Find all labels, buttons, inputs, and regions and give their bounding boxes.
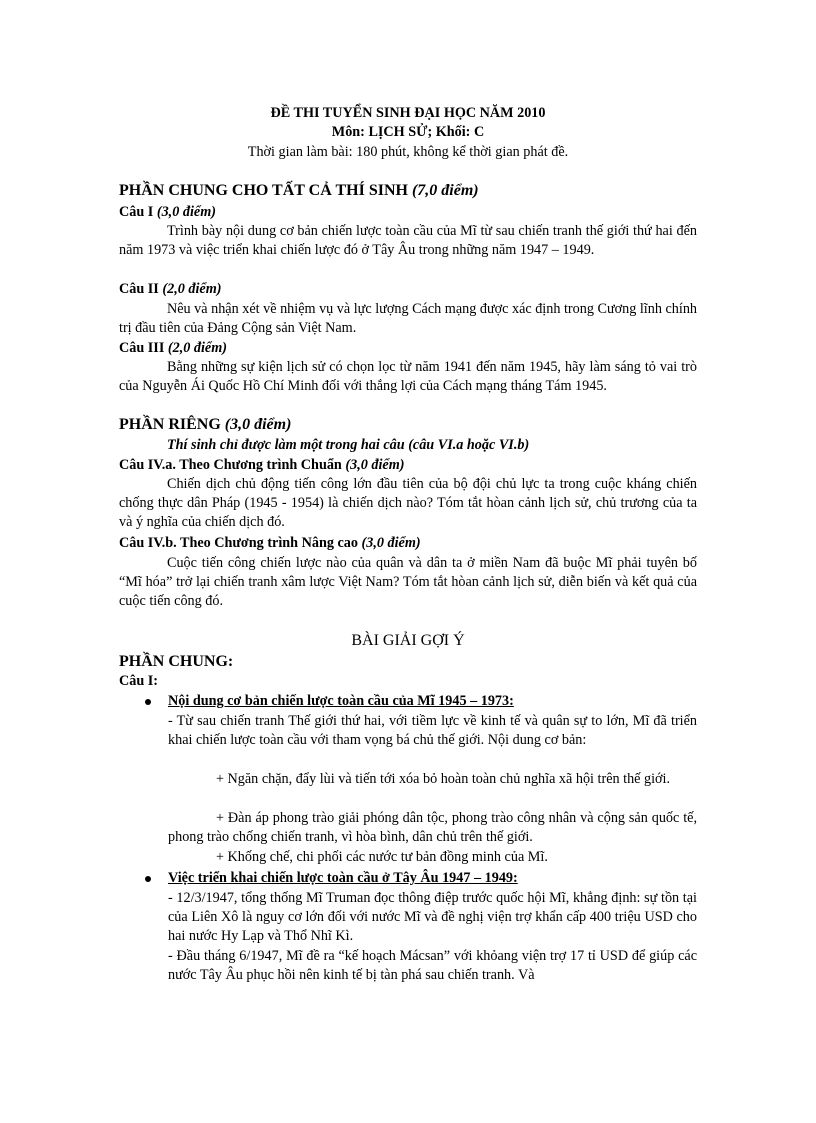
q4b-heading: Câu IV.b. Theo Chương trình Nâng cao (3,0 điểm) xyxy=(119,535,421,551)
bullet1-point3: + Khống chế, chi phối các nước tư bản đồng minh của Mĩ. xyxy=(216,849,548,865)
bullet1-point2: + Đàn áp phong trào giải phóng dân tộc, phong trào công nhân và cộng sản quốc tế, phong trào chống chiến tranh, vì hòa bình, dân chủ trên thế giới. xyxy=(168,810,697,846)
q4a-text: Chiến dịch chủ động tiến công lớn đầu tiên của bộ đội chủ lực ta trong cuộc kháng chiến chống thực dân Pháp (1945 - 1954) là chiến dịch nào? Tóm tắt hòan cảnh lịch sử, chủ trương của ta và ý nghĩa của chiến dịch đó. xyxy=(119,476,697,531)
private-note: Thí sinh chỉ được làm một trong hai câu (câu VI.a hoặc VI.b) xyxy=(167,437,530,453)
q1-text: Trình bày nội dung cơ bản chiến lược toàn cầu của Mĩ từ sau chiến tranh thế giới thứ hai đến năm 1973 và việc triển khai chiến lược đó ở Tây Âu trong những năm 1947 – 1949. xyxy=(119,223,697,259)
common-heading: PHẦN CHUNG CHO TẤT CẢ THÍ SINH (7,0 điểm) xyxy=(119,182,479,199)
q2-text: Nêu và nhận xét về nhiệm vụ và lực lượng Cách mạng được xác định trong Cương lĩnh chính trị đầu tiên của Đảng Cộng sản Việt Nam. xyxy=(119,301,698,337)
bullet1-title: Nội dung cơ bản chiến lược toàn cầu của Mĩ 1945 – 1973: xyxy=(168,693,514,709)
q1-heading: Câu I (3,0 điểm) xyxy=(119,204,216,220)
bullet2-point2: - Đầu tháng 6/1947, Mĩ đề ra “kế hoạch Mácsan” với khỏang viện trợ 17 tỉ USD để giúp các nước Tây Âu phục hồi nên kinh tế bị tàn phá sau chiến tranh. Và xyxy=(168,948,697,984)
bullet1-point1: + Ngăn chặn, đẩy lùi và tiến tới xóa bỏ hoàn toàn chủ nghĩa xã hội trên thế giới. xyxy=(216,771,671,787)
solution-title: BÀI GIẢI GỢI Ý xyxy=(351,632,465,649)
q2-heading: Câu II (2,0 điểm) xyxy=(119,281,222,297)
private-heading: PHẦN RIÊNG (3,0 điểm) xyxy=(119,416,292,433)
bullet-dot-icon xyxy=(145,699,151,705)
exam-time: Thời gian làm bài: 180 phút, không kể thời gian phát đề. xyxy=(247,144,569,160)
solution-part: PHẦN CHUNG: xyxy=(119,653,234,670)
bullet-dot-icon xyxy=(145,876,151,882)
solution-q1: Câu I: xyxy=(119,673,159,689)
exam-title: ĐỀ THI TUYỂN SINH ĐẠI HỌC NĂM 2010 xyxy=(270,105,546,121)
bullet2-title: Việc triển khai chiến lược toàn cầu ở Tây Âu 1947 – 1949: xyxy=(168,870,518,886)
q3-text: Bằng những sự kiện lịch sử có chọn lọc từ năm 1941 đến năm 1945, hãy làm sáng tỏ vai trò của Nguyễn Ái Quốc Hồ Chí Minh đối với thắng lợi của Cách mạng tháng Tám 1945. xyxy=(119,359,697,395)
q4a-heading: Câu IV.a. Theo Chương trình Chuẩn (3,0 điểm) xyxy=(119,457,405,473)
q3-heading: Câu III (2,0 điểm) xyxy=(119,340,227,356)
bullet2-point1: - 12/3/1947, tổng thống Mĩ Truman đọc thông điệp trước quốc hội Mĩ, khẳng định: sự tồn tại của Liên Xô là nguy cơ lớn đối với nước Mĩ và đề nghị viện trợ khẩn cấp 400 triệu USD cho hai nước Hy Lạp và Thổ Nhĩ Kì. xyxy=(168,890,697,945)
bullet1-intro: - Từ sau chiến tranh Thế giới thứ hai, với tiềm lực về kinh tế và quân sự to lớn, Mĩ đã triển khai chiến lược toàn cầu với tham vọng bá chủ thế giới. Nội dung cơ bản: xyxy=(168,713,697,749)
q4b-text: Cuộc tiến công chiến lược nào của quân và dân ta ở miền Nam đã buộc Mĩ phải tuyên bố “Mĩ hóa” trở lại chiến tranh xâm lược Việt Nam? Tóm tắt hòan cảnh lịch sử, diễn biến và kết quả của cuộc tiến công đó. xyxy=(119,555,697,610)
exam-subject: Môn: LỊCH SỬ; Khối: C xyxy=(331,124,485,140)
